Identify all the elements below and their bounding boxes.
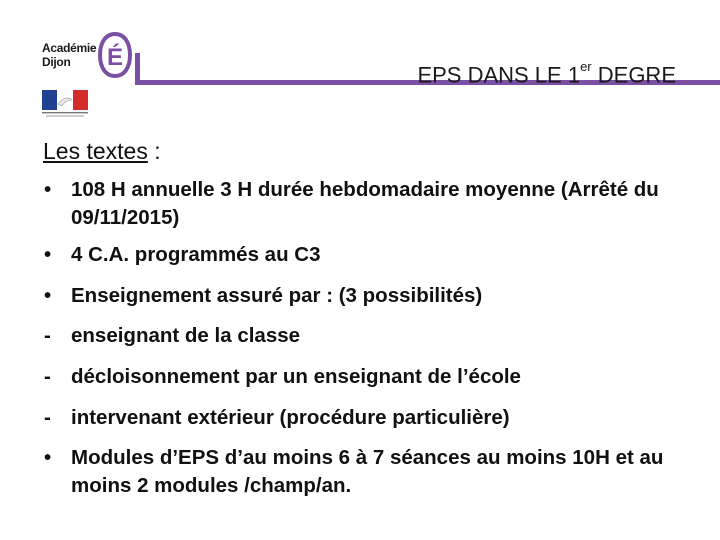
badge-letter: É: [106, 44, 124, 71]
list-item: [44, 176, 704, 232]
list-item: [44, 241, 704, 269]
list-item-text: 108 H annuelle 3 H durée hebdomadaire moyenne (Arrêté du 09/11/2015): [71, 178, 659, 229]
list-item: [44, 282, 704, 310]
list-marker: •: [44, 283, 52, 307]
list-item: [44, 404, 704, 432]
page-title-end: DEGRE: [591, 62, 676, 88]
page-title: [417, 56, 676, 88]
page-title-main: EPS DANS LE 1: [417, 62, 581, 88]
list-marker: •: [44, 446, 52, 470]
page-title-superscript: er: [580, 59, 592, 74]
list-marker: -: [44, 365, 51, 389]
section-heading-text: Les textes: [43, 138, 148, 164]
list-item-text: Enseignement assuré par : (3 possibilités): [71, 283, 483, 307]
academie-dijon-logo: [38, 20, 138, 86]
academie-badge-icon: [98, 32, 132, 78]
section-heading: [43, 136, 161, 166]
section-heading-suffix: :: [147, 138, 161, 164]
list-marker: -: [44, 405, 51, 429]
flag-caption-icon: [42, 112, 88, 118]
list-item: [44, 322, 704, 350]
list-item-text: enseignant de la classe: [71, 324, 301, 348]
logo-line-dijon: Dijon: [42, 55, 71, 69]
list-marker: •: [44, 243, 52, 266]
list-item: [44, 363, 704, 391]
list-item-text: décloisonnement par un enseignant de l’école: [71, 365, 521, 389]
logo-line-academie: Académie: [42, 41, 97, 55]
list-marker: •: [44, 178, 52, 201]
list-item-text: Modules d’EPS d’au moins 6 à 7 séances au moins 10H et au moins 2 modules /champ/an.: [71, 446, 664, 498]
list-item: [44, 444, 704, 500]
list-item-text: 4 C.A. programmés au C3: [71, 243, 321, 266]
content-list: [44, 176, 704, 513]
list-item-text: intervenant extérieur (procédure particulière): [71, 405, 510, 429]
republique-francaise-flag-icon: [42, 90, 88, 110]
list-marker: -: [44, 324, 51, 348]
